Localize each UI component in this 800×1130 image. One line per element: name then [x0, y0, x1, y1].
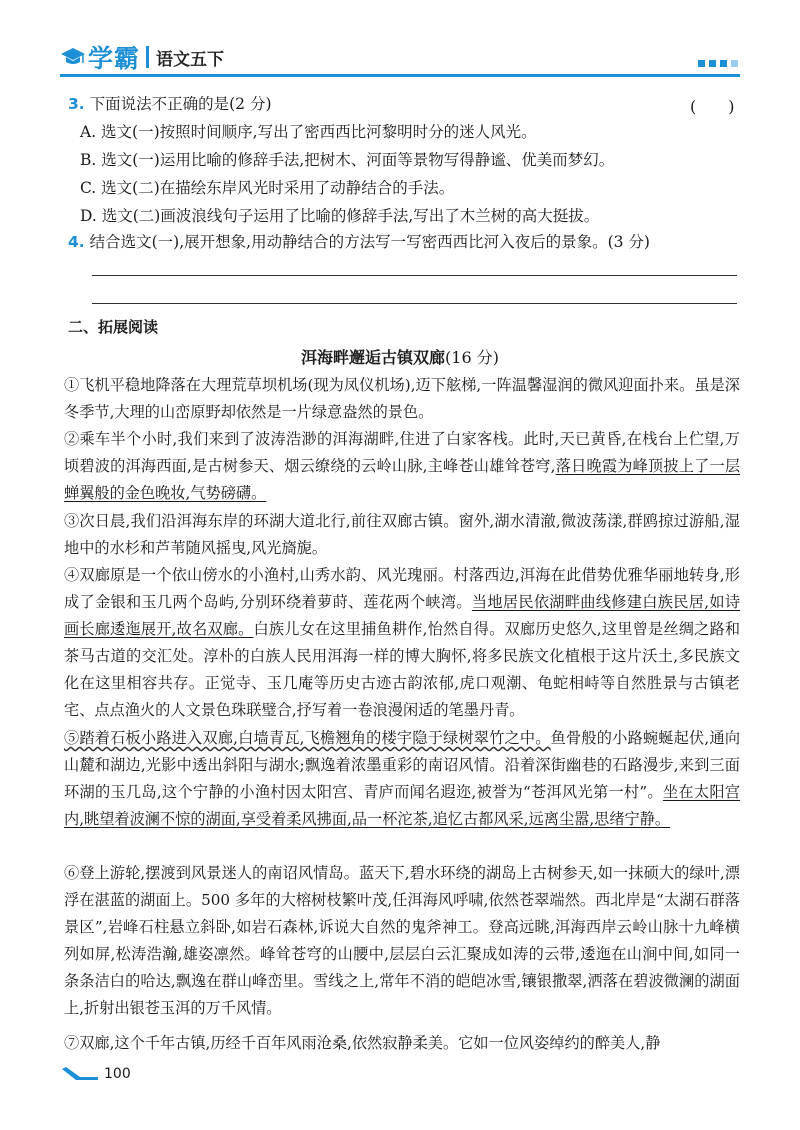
underlined-sentence: 坐在太阳宫内,眺望着波澜不惊的湖面,享受着柔风拂面,品一杯沱茶,追忆古都风采,远离尘嚣,思绪宁静。 [64, 783, 741, 828]
underlined-sentence: 当地居民依湖畔曲线修建白族民居,如诗画长廊逶迤展开,故名双廊。 [64, 593, 741, 638]
section-title: 二、拓展阅读 [68, 318, 159, 336]
page-footer [60, 1066, 131, 1082]
page-number: 100 [104, 1066, 131, 1082]
question-4 [68, 232, 650, 252]
option-d: D. 选文(二)画波浪线句子运用了比喻的修辞手法,写出了木兰树的高大挺拔。 [80, 207, 600, 225]
paragraph-text: ②乘车半个小时,我们来到了波涛浩渺的洱海湖畔,住进了白家客栈。此时,天已黄昏,在栈台上伫望,万顷碧波的洱海西面,是古树参天、烟云缭绕的云岭山脉,主峰苍山雄耸苍穹, [64, 430, 740, 475]
option-a: A. 选文(一)按照时间顺序,写出了密西西比河黎明时分的迷人风光。 [80, 123, 537, 141]
question-text: 下面说法不正确的是(2 分) [89, 95, 272, 113]
header-decoration [698, 60, 738, 67]
paragraph-4 [64, 562, 740, 724]
logo-text: 学霸 [88, 44, 141, 73]
answer-line[interactable] [92, 303, 737, 304]
underlined-sentence: 落日晚霞为峰顶披上了一层蝉翼般的金色晚妆,气势磅礴。 [64, 457, 741, 502]
page-header [0, 0, 800, 80]
question-number: 3. [68, 95, 85, 113]
logo-divider [146, 46, 149, 68]
article-title-text: 洱海畔邂逅古镇双廊 [301, 348, 446, 367]
article-title [0, 345, 800, 368]
question-text: 结合选文(一),展开想象,用动静结合的方法写一写密西西比河入夜后的景象。(3 分) [89, 233, 650, 251]
paragraph-1: ①飞机平稳地降落在大理荒草坝机场(现为凤仪机场),迈下舷梯,一阵温馨湿润的微风迎面扑来。虽是深冬季节,大理的山峦原野却依然是一片绿意盎然的景色。 [64, 376, 740, 421]
article-score: (16 分) [445, 348, 499, 367]
answer-bracket[interactable]: ( ) [690, 97, 735, 116]
paragraph-text: 白族儿女在这里捕鱼耕作,怡然自得。双廊历史悠久,这里曾是丝绸之路和茶马古道的交汇处。淳朴的白族人民用洱海一样的博大胸怀,将多民族文化植根于这片沃土,多民族文化在这里相容共存。正觉寺、玉几庵等历史古迹古韵浓郁,虎口观潮、龟蛇相峙等自然胜景与古镇老宅、点点渔火的人文景色珠联璧合,抒写着一卷浪漫闲适的笔墨丹青。 [64, 620, 741, 719]
option-b: B. 选文(一)运用比喻的修辞手法,把树木、河面等景物写得静谧、优美而梦幻。 [80, 151, 615, 169]
paragraph-text: 鱼骨般的小路蜿蜒起伏,通向山麓和湖边,光影中透出斜阳与湖水;飘逸着浓墨重彩的南诏风情。沿着深街幽巷的石路漫步,来到三面环湖的玉几岛,这个宁静的小渔村因太阳宫、青庐而闻名遐迩,被誉为“苍洱风光第一村”。 [64, 729, 741, 801]
paragraph-text: ④双廊原是一个依山傍水的小渔村,山秀水韵、风光瑰丽。村落西边,洱海在此借势优雅华丽地转身,形成了金银和玉几两个岛屿,分别环绕着萝莳、莲花两个峡湾。 [64, 566, 740, 611]
logo [60, 40, 224, 74]
wavy-underlined-sentence: ⑤踏着石板小路进入双廊,白墙青瓦,飞檐翘角的楼宇隐于绿树翠竹之中。 [64, 729, 551, 747]
question-number: 4. [68, 233, 85, 251]
subject-label: 语文五下 [156, 49, 225, 70]
paragraph-2 [64, 426, 740, 507]
paragraph-3: ③次日晨,我们沿洱海东岸的环湖大道北行,前往双廊古镇。窗外,湖水清澈,微波荡漾,群鸥掠过游船,湿地中的水杉和芦苇随风摇曳,风光旖旎。 [64, 512, 740, 557]
paragraph-6: ⑥登上游轮,摆渡到风景迷人的南诏风情岛。蓝天下,碧水环绕的湖岛上古树参天,如一抹硕大的绿叶,漂浮在湛蓝的湖面上。500 多年的大榕树枝繁叶茂,任洱海风呼啸,依然苍翠端然。西北岸是“太湖石群落景区”,岩峰石柱悬立斜卧,如岩石森林,诉说大自然的鬼斧神工。登高远眺,洱海西岸云岭山脉十九峰横列如屏,松涛浩瀚,雄姿凛然。峰耸苍穹的山腰中,层层白云汇聚成如涛的云带,逶迤在山涧中间,如同一条条洁白的哈达,飘逸在群山峰峦里。雪线之上,常年不消的皑皑冰雪,镶银撒翠,洒落在碧波微澜的湖面上,折射出银苍玉洱的万千风情。 [64, 864, 740, 1017]
paragraph-7: ⑦双廊,这个千年古镇,历经千百年风雨沧桑,依然寂静柔美。它如一位风姿绰约的醉美人,静 [64, 1034, 661, 1052]
graduation-cap-icon [60, 46, 86, 68]
question-3 [68, 94, 272, 114]
header-rule [60, 74, 740, 77]
pen-icon [60, 1067, 100, 1081]
answer-line[interactable] [92, 275, 737, 276]
option-c: C. 选文(二)在描绘东岸风光时采用了动静结合的手法。 [80, 179, 455, 197]
paragraph-5 [64, 725, 740, 833]
